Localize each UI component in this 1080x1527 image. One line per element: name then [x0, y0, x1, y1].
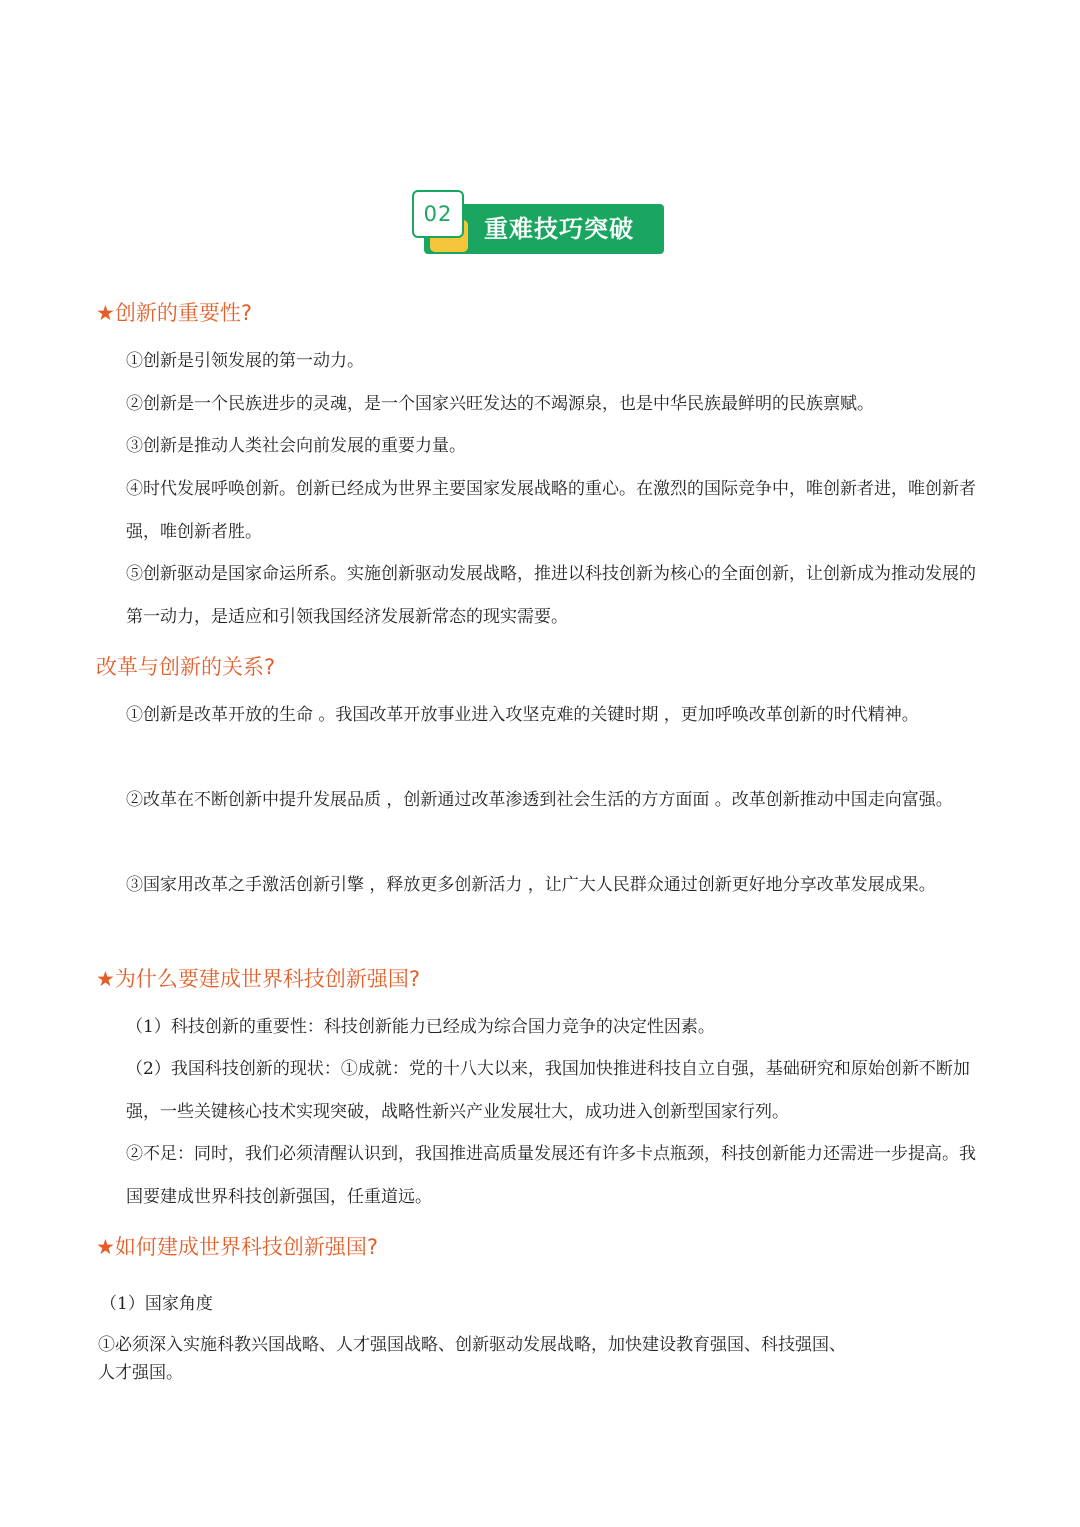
- badge-title: 重难技巧突破: [484, 215, 634, 243]
- list-item: ①必须深入实施科教兴国战略、人才强国战略、创新驱动发展战略，加快建设教育强国、科技强国、人才强国。: [98, 1335, 846, 1383]
- list-item: ⑤创新驱动是国家命运所系。实施创新驱动发展战略，推进以科技创新为核心的全面创新，让创新成为推动发展的第一动力，是适应和引领我国经济发展新常态的现实需要。: [126, 564, 976, 627]
- list-item: ③国家用改革之手激活创新引擎 ，释放更多创新活力 ，让广大人民群众通过创新更好地分享改革发展成果。: [126, 875, 936, 895]
- list-item: ②创新是一个民族进步的灵魂，是一个国家兴旺发达的不竭源泉，也是中华民族最鲜明的民族禀赋。: [126, 394, 874, 414]
- list-item: （1）科技创新的重要性：科技创新能力已经成为综合国力竞争的决定性因素。: [126, 1017, 715, 1037]
- list-item: ①创新是改革开放的生命 。我国改革开放事业进入攻坚克难的关键时期 ，更加呼唤改革创新的时代精神。: [126, 705, 919, 725]
- list-item: ①创新是引领发展的第一动力。: [126, 351, 364, 371]
- section-heading-how-build: ★如何建成世界科技创新强国?: [96, 1235, 378, 1259]
- list-item: ②改革在不断创新中提升发展品质 ，创新通过改革渗透到社会生活的方方面面 。改革创新推动中国走向富强。: [126, 790, 953, 810]
- section-heading-importance: ★创新的重要性?: [96, 301, 252, 325]
- list-item: （1）国家角度: [100, 1294, 213, 1314]
- section-badge: [412, 190, 664, 268]
- list-item: （2）我国科技创新的现状：①成就：党的十八大以来，我国加快推进科技自立自强，基础研究和原始创新不断加强，一些关键核心技术实现突破，战略性新兴产业发展壮大，成功进入创新型国家行列。: [126, 1059, 970, 1122]
- list-item: ③创新是推动人类社会向前发展的重要力量。: [126, 436, 466, 456]
- list-item: ②不足：同时，我们必须清醒认识到，我国推进高质量发展还有许多卡点瓶颈，科技创新能力还需进一步提高。我国要建成世界科技创新强国，任重道远。: [126, 1144, 976, 1207]
- badge-number: 02: [412, 190, 464, 238]
- section-heading-why-build: ★为什么要建成世界科技创新强国?: [96, 967, 420, 991]
- section-heading-reform-innovation: 改革与创新的关系?: [96, 655, 276, 679]
- list-item: ④时代发展呼唤创新。创新已经成为世界主要国家发展战略的重心。在激烈的国际竞争中，唯创新者进，唯创新者强，唯创新者胜。: [126, 479, 976, 542]
